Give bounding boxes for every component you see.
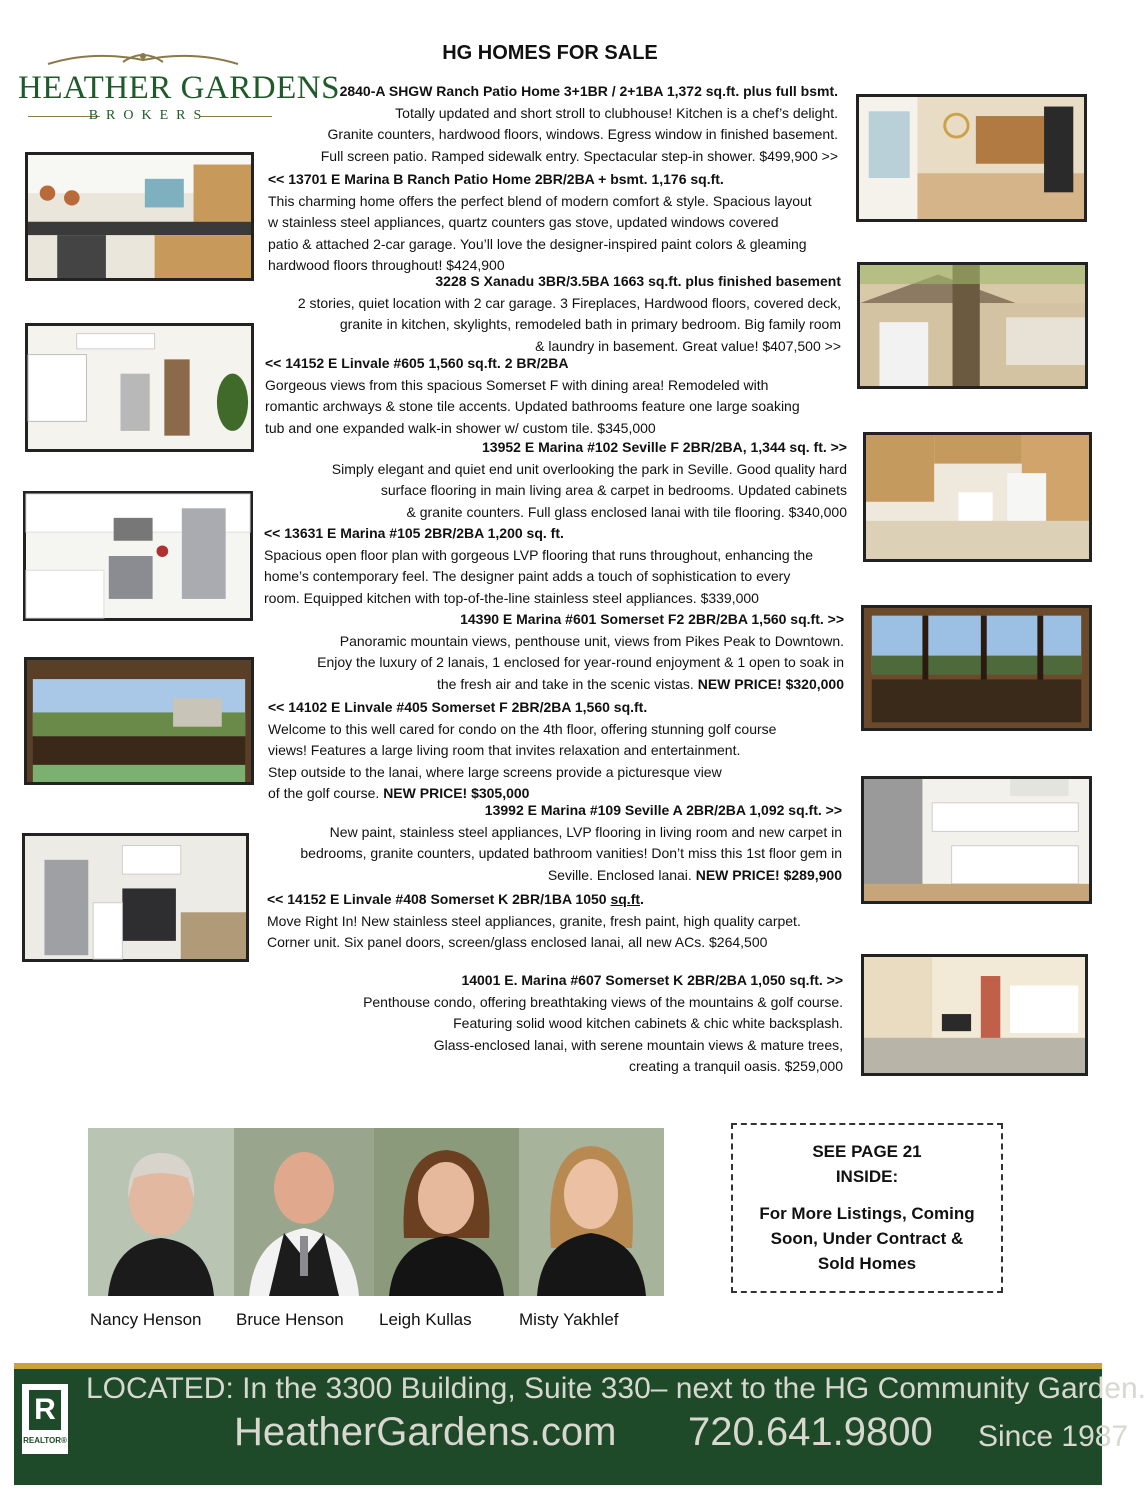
listing-line [300, 865, 842, 887]
photo-lanai-mountain-view [861, 605, 1092, 731]
photo-kitchen-pans [25, 152, 254, 281]
footer-since: Since 1987 [978, 1420, 1129, 1453]
listing-6 [317, 609, 844, 695]
logo-sub-text: BROKERS [88, 108, 210, 123]
listing-1 [268, 169, 812, 277]
listing-line: 2 stories, quiet location with 2 car garage. 3 Fireplaces, Hardwood floors, covered deck, [297, 294, 841, 311]
agent-photo-bruce [234, 1128, 374, 1296]
listing-line: New paint, stainless steel appliances, LVP flooring in living room and new carpet in [329, 823, 842, 840]
listing-line: Panoramic mountain views, penthouse unit, views from Pikes Peak to Downtown. [339, 632, 844, 649]
see-box-line: Soon, Under Contract & [770, 1229, 964, 1248]
agent-photo-nancy [88, 1128, 234, 1296]
listing-line: bedrooms, granite counters, updated bathroom vanities! Don’t miss this 1st floor gem in [300, 845, 842, 861]
listing-heading: 13952 E Marina #102 Seville F 2BR/2BA, 1,344 sq. ft. >> [482, 439, 847, 455]
agent-name-misty: Misty Yakhlef [519, 1310, 619, 1329]
listing-price: NEW PRICE! $289,900 [695, 866, 842, 883]
listing-line [317, 674, 844, 696]
listing-9 [267, 889, 801, 954]
listing-line: Granite counters, hardwood floors, windows. Egress window in finished basement. [327, 126, 838, 142]
heather-gardens-logo [18, 48, 340, 130]
listing-line: home’s contemporary feel. The designer paint adds a touch of sophistication to every [264, 568, 791, 584]
listing-line: room. Equipped kitchen with top-of-the-line stainless steel appliances. $339,000 [264, 589, 759, 606]
realtor-logo [22, 1384, 68, 1454]
listing-heading: 13992 E Marina #109 Seville A 2BR/2BA 1,092 sq.ft. >> [484, 802, 842, 818]
listing-line: tub and one expanded walk-in shower w/ custom tile. $345,000 [265, 419, 656, 436]
listing-line: surface flooring in main living area & carpet in bedrooms. Updated cabinets [380, 482, 847, 498]
realtor-r-icon: R [29, 1390, 61, 1430]
photo-kitchen-chandelier [856, 94, 1087, 222]
listing-line: Simply elegant and quiet end unit overlooking the park in Seville. Good quality hard [331, 460, 847, 477]
see-box-line: Sold Homes [817, 1254, 917, 1273]
page-title: HG HOMES FOR SALE [442, 42, 658, 64]
photo-kitchen-white-right [861, 776, 1092, 904]
listing-line: Glass-enclosed lanai, with serene mountain views & mature trees, [433, 1036, 843, 1053]
photo-kitchen-white-left [23, 491, 253, 621]
agent-photo-misty [519, 1128, 664, 1296]
listing-0 [321, 81, 838, 167]
see-box-line: SEE PAGE 21 [812, 1142, 922, 1161]
listing-line: hardwood floors throughout! $424,900 [268, 257, 505, 273]
listing-line: & granite counters. Full glass enclosed lanai with tile flooring. $340,000 [406, 503, 847, 520]
photo-living-room [861, 954, 1088, 1076]
listing-10 [363, 970, 843, 1078]
listing-line: romantic archways & stone tile accents. Updated bathrooms feature one large soaking [265, 398, 800, 414]
listing-line: w stainless steel appliances, quartz counters gas stove, updated windows covered [268, 214, 779, 230]
listing-line: Spacious open floor plan with gorgeous LVP flooring that runs throughout, enhancing the [264, 546, 813, 563]
listing-line-text: Seville. Enclosed lanai. [547, 866, 692, 883]
photo-lanai-golf-view [24, 657, 254, 785]
listing-line: views! Features a large living room that invites relaxation and entertainment. [268, 742, 741, 758]
agents-photo-strip [88, 1128, 664, 1296]
listing-heading: << 14152 E Linvale #605 1,560 sq.ft. 2 BR/2BA [265, 355, 569, 371]
listing-line: Step outside to the lanai, where large screens provide a picturesque view [268, 763, 722, 780]
listing-line: Featuring solid wood kitchen cabinets & chic white backsplash. [453, 1015, 843, 1031]
listing-4 [332, 437, 847, 523]
listing-heading: 3228 S Xanadu 3BR/3.5BA 1663 sq.ft. plus finished basement [435, 273, 841, 289]
listing-3 [265, 353, 800, 439]
see-box-line: For More Listings, Coming [759, 1204, 975, 1223]
listing-7 [268, 697, 776, 805]
listing-heading: 14001 E. Marina #607 Somerset K 2BR/2BA 1,050 sq.ft. >> [461, 972, 843, 988]
listing-heading: 14390 E Marina #601 Somerset F2 2BR/2BA 1,560 sq.ft. >> [460, 611, 844, 627]
listing-line: Totally updated and short stroll to clubhouse! Kitchen is a chef’s delight. [395, 104, 838, 121]
listing-line: Welcome to this well cared for condo on the 4th floor, offering stunning golf course [268, 720, 777, 737]
agent-portrait [374, 1128, 519, 1296]
listing-line: Enjoy the luxury of 2 lanais, 1 enclosed for year-round enjoyment & 1 open to soak in [317, 654, 844, 670]
listing-2 [298, 271, 841, 357]
listing-line: Penthouse condo, offering breathtaking views of the mountains & golf course. [363, 993, 843, 1010]
listing-line-text: of the golf course. [268, 785, 380, 801]
listing-line: Corner unit. Six panel doors, screen/glass enclosed lanai, all new ACs. $264,500 [267, 934, 768, 950]
listing-heading: 2840-A SHGW Ranch Patio Home 3+1BR / 2+1BA 1,372 sq.ft. plus full bsmt. [339, 83, 838, 99]
listing-5 [264, 523, 813, 609]
listing-line: patio & attached 2-car garage. You’ll love the designer-inspired paint colors & gleaming [268, 235, 807, 252]
footer-phone[interactable]: 720.641.9800 [688, 1410, 933, 1454]
listing-heading: << 14152 E Linvale #408 Somerset K 2BR/1BA 1050 sq.ft. [267, 891, 644, 907]
listing-line-text: the fresh air and take in the scenic vistas. [437, 675, 694, 692]
agent-portrait [234, 1128, 374, 1296]
agent-name-nancy: Nancy Henson [90, 1310, 202, 1329]
photo-house-exterior [857, 262, 1088, 389]
listing-heading-text: << 14152 E Linvale #408 Somerset K 2BR/1BA 1050 [267, 891, 607, 907]
agent-photo-leigh [374, 1128, 519, 1296]
listing-heading-link: sq.ft [610, 891, 641, 907]
listing-line: This charming home offers the perfect blend of modern comfort & style. Spacious layout [268, 192, 812, 209]
listing-8 [300, 800, 842, 886]
footer-location: LOCATED: In the 3300 Building, Suite 330– next to the HG Community Garden. [86, 1372, 1146, 1405]
agent-name-leigh: Leigh Kullas [379, 1310, 472, 1329]
listing-line: creating a tranquil oasis. $259,000 [628, 1058, 843, 1074]
photo-kitchen-stone-arch [25, 323, 254, 452]
see-page-box [731, 1123, 1003, 1293]
see-box-line: INSIDE: [835, 1167, 899, 1186]
listing-heading: << 13701 E Marina B Ranch Patio Home 2BR/2BA + bsmt. 1,176 sq.ft. [268, 171, 724, 187]
logo-swirl-ornament [43, 48, 243, 70]
agent-name-bruce: Bruce Henson [236, 1310, 344, 1329]
listing-line: granite in kitchen, skylights, remodeled bath in primary bedroom. Big family room [339, 316, 841, 332]
listing-line: & laundry in basement. Great value! $407,500 >> [535, 337, 841, 354]
listing-price: NEW PRICE! $320,000 [697, 675, 844, 692]
listing-line: Full screen patio. Ramped sidewalk entry. Spectacular step-in shower. $499,900 >> [320, 147, 838, 164]
listing-line: Move Right In! New stainless steel appliances, granite, fresh paint, high quality carpet. [267, 912, 801, 929]
photo-kitchen-stainless [22, 833, 249, 962]
listing-price: NEW PRICE! $305,000 [383, 785, 530, 801]
footer-website[interactable]: HeatherGardens.com [234, 1410, 617, 1454]
realtor-label: REALTOR® [23, 1436, 67, 1445]
listing-heading: << 13631 E Marina #105 2BR/2BA 1,200 sq. ft. [264, 525, 564, 541]
agent-portrait [519, 1128, 664, 1296]
listing-heading: << 14102 E Linvale #405 Somerset F 2BR/2BA 1,560 sq.ft. [268, 699, 648, 715]
agent-portrait [88, 1128, 234, 1296]
logo-main-text: HEATHER GARDENS [18, 70, 340, 106]
photo-kitchen-oak [863, 432, 1092, 562]
listing-line: Gorgeous views from this spacious Somerset F with dining area! Remodeled with [265, 376, 769, 393]
